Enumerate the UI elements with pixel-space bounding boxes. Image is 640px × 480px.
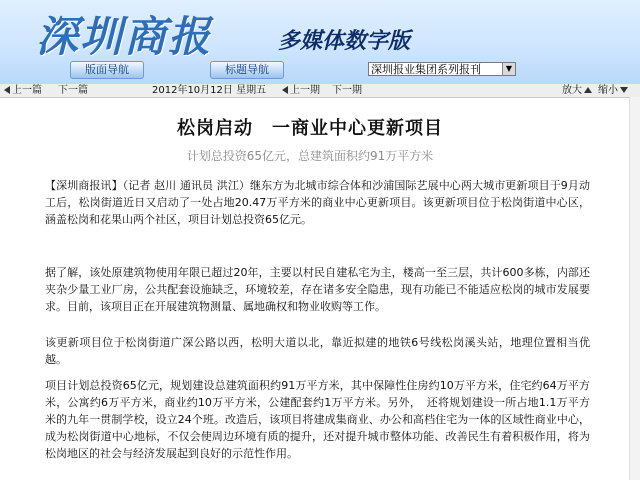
- masthead: [0, 0, 640, 84]
- zoom-in-icon: [584, 87, 592, 93]
- arrow-left-icon: [282, 86, 288, 94]
- article: [0, 97, 640, 480]
- newspaper-logo: 深圳商报: [36, 12, 213, 61]
- edition-subtitle: 多媒体数字版: [278, 29, 411, 54]
- chevron-down-icon: ▼: [502, 63, 515, 75]
- article-paragraph: 该更新项目位于松岗街道广深公路以西，松明大道以北，靠近拟建的地铁6号线松岗溪头站，地理位置相当优越。: [45, 336, 590, 366]
- article-headline: 松岗启动 一商业中心更新项目: [177, 118, 443, 139]
- issue-date: 2012年10月12日 星期五: [152, 85, 267, 96]
- article-subhead: 计划总投资65亿元，总建筑面积约91万平方米: [186, 149, 434, 163]
- prev-issue-link[interactable]: 上一期: [282, 84, 320, 97]
- series-select[interactable]: [368, 62, 516, 76]
- nav-toolbar: [0, 84, 640, 98]
- next-article-link[interactable]: 下一篇: [58, 85, 88, 96]
- arrow-left-icon: [4, 86, 10, 94]
- title-nav-button[interactable]: 标题导航: [210, 61, 284, 79]
- layout-nav-button[interactable]: 版面导航: [70, 61, 144, 79]
- zoom-out-icon: [620, 87, 628, 93]
- article-paragraph: 据了解，该处原建筑物使用年限已超过20年，主要以村民自建私宅为主，楼高一至三层，共计600多栋，内部还夹杂少量工业厂房，公共配套设施缺乏，环境较差，存在诸多安全隐患，现有功能已不能适应松岗的城市发展要求。目前，该项目正在开展建筑物测量、属地确权和物业收购等工作。: [45, 266, 590, 313]
- zoom-in-button[interactable]: 放大: [562, 84, 592, 97]
- zoom-out-button[interactable]: 缩小: [598, 84, 628, 97]
- next-issue-link[interactable]: 下一期: [332, 85, 362, 96]
- vertical-scrollbar[interactable]: [629, 97, 640, 480]
- article-paragraph: 【深圳商报讯】（记者 赵川 通讯员 洪江）继东方为北城市综合体和沙浦国际艺展中心两大城市更新项目于9月动工后，松岗街道近日又启动了一处占地20.47万平方米的商业中心更新项目。该更新项目位于松岗街道中心区，涵盖松岗和花果山两个社区，项目计划总投资65亿元。: [45, 179, 590, 226]
- series-select-value: 深圳报业集团系列报刊: [371, 63, 481, 76]
- prev-article-link[interactable]: 上一篇: [4, 84, 42, 97]
- article-paragraph: 项目计划总投资65亿元，规划建设总建筑面积约91万平方米，其中保障性住房约10万平方米，住宅约64万平方米，公寓约6万平方米，商业约10万平方米，公建配套约1万平方米。另外， 还将规划建设一所占地1.1万平方米的九年一贯制学校，设立24个班。改造后，该项目将建成集商业、办公和高档住宅为一体的区域性商业中心，成为松岗街道中心地标，不仅会使周边环境有质的提升，还对提升城市整体功能、改善民生有着积极作用，将为松岗地区的社会与经济发展起到良好的示范性作用。: [45, 379, 590, 460]
